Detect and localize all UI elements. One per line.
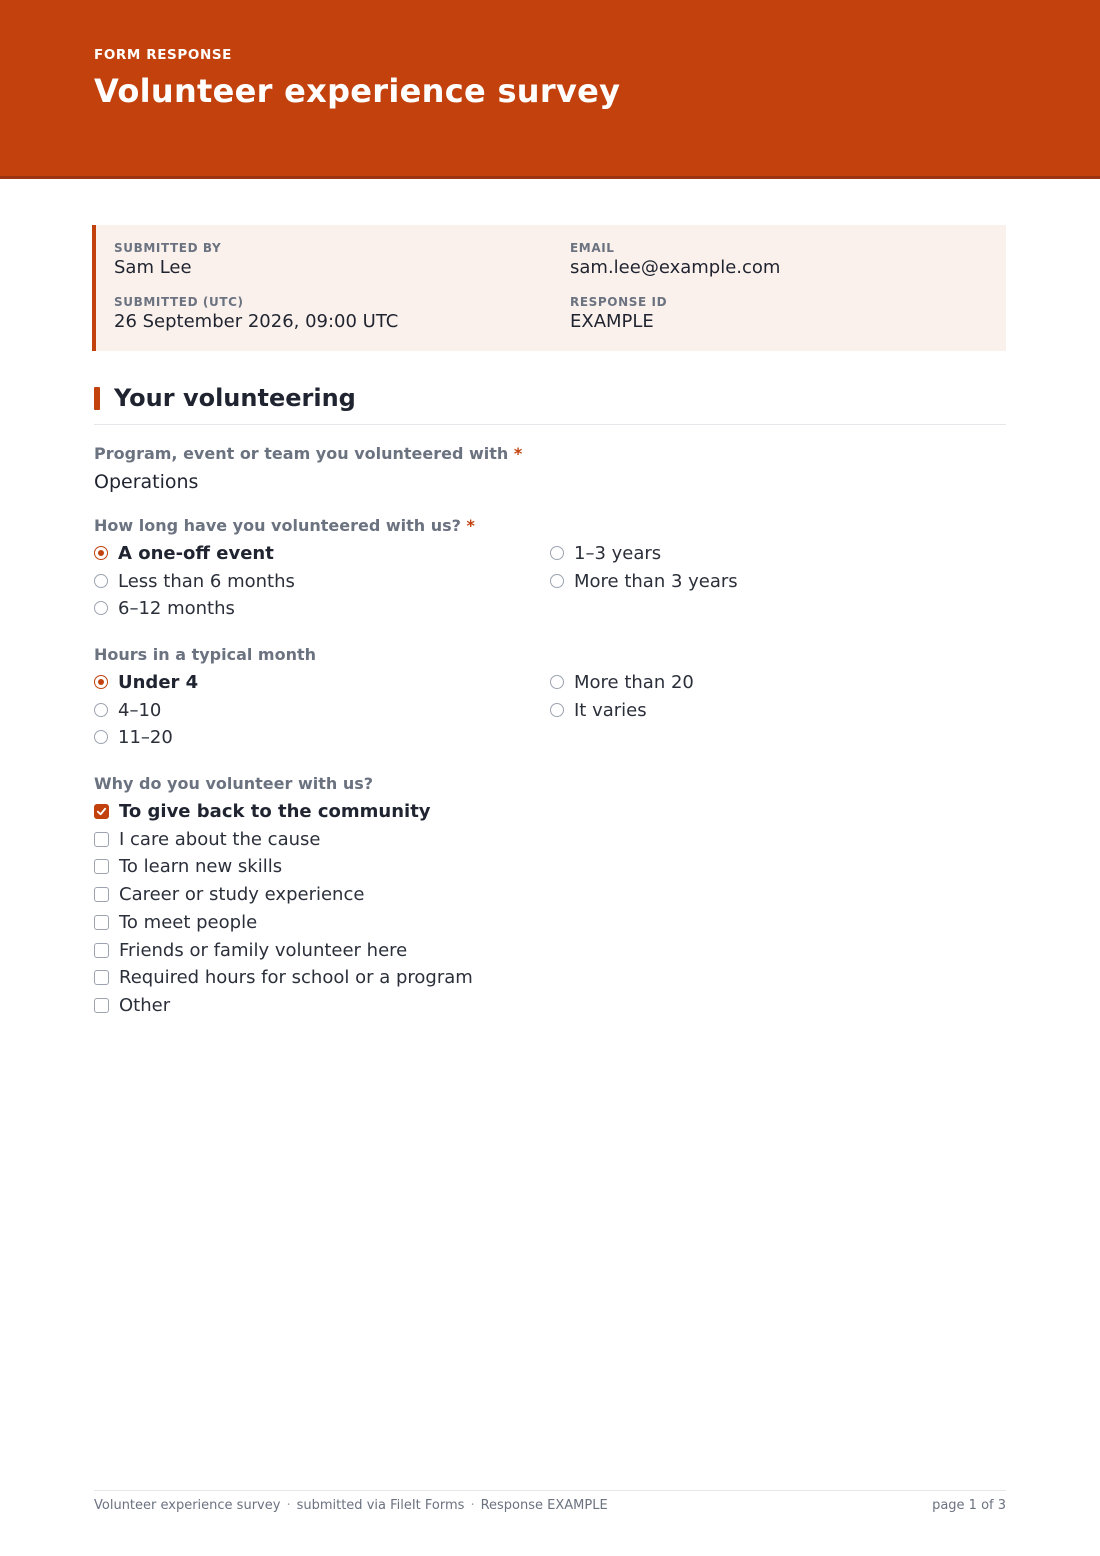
- checkbox-option[interactable]: [94, 827, 320, 851]
- option-label: 11–20: [118, 726, 173, 748]
- radio-icon: [94, 574, 108, 588]
- question-text: How long have you volunteered with us?: [94, 516, 461, 535]
- meta-label: RESPONSE ID: [570, 295, 668, 309]
- radio-option[interactable]: [94, 569, 295, 593]
- form-header: [0, 0, 1100, 179]
- option-label: Under 4: [118, 671, 199, 693]
- checkbox-option[interactable]: [94, 938, 407, 962]
- option-label: I care about the cause: [119, 828, 321, 850]
- question-text: Why do you volunteer with us?: [94, 774, 374, 793]
- radio-option[interactable]: [94, 698, 161, 722]
- checkbox-option[interactable]: [94, 882, 364, 906]
- option-label: Other: [119, 994, 171, 1016]
- radio-option[interactable]: [550, 670, 694, 694]
- option-label: More than 3 years: [574, 570, 738, 592]
- checkbox-option[interactable]: [94, 965, 473, 989]
- radio-option[interactable]: [94, 596, 235, 620]
- footer-via: submitted via FileIt Forms: [296, 1498, 465, 1513]
- option-label: Required hours for school or a program: [119, 966, 473, 988]
- radio-option[interactable]: [94, 541, 274, 565]
- option-label: To meet people: [119, 911, 258, 933]
- checkbox-option[interactable]: [94, 854, 282, 878]
- checkbox-icon: [94, 970, 109, 985]
- meta-value: 26 September 2026, 09:00 UTC: [114, 311, 399, 332]
- question-label-reasons: [94, 774, 373, 793]
- footer-info: [94, 1498, 608, 1513]
- section-title: Your volunteering: [114, 384, 356, 412]
- radio-icon: [94, 730, 108, 744]
- footer-form-name: Volunteer experience survey: [94, 1498, 281, 1513]
- footer-divider: [94, 1490, 1006, 1491]
- option-label: Career or study experience: [119, 883, 365, 905]
- required-mark: *: [466, 516, 475, 535]
- radio-icon: [550, 703, 564, 717]
- meta-response-id: [570, 295, 667, 332]
- required-mark: *: [513, 444, 523, 463]
- option-label: To give back to the community: [119, 800, 431, 822]
- meta-submitted-utc: [114, 295, 398, 332]
- meta-email: [570, 241, 780, 278]
- question-label-duration: [94, 516, 475, 535]
- checkbox-icon: [94, 832, 109, 847]
- section-accent-bar: [94, 387, 100, 410]
- checkbox-option[interactable]: [94, 910, 257, 934]
- page-number: page 1 of 3: [932, 1498, 1006, 1513]
- radio-option[interactable]: [94, 670, 198, 694]
- footer-separator: ·: [286, 1498, 291, 1513]
- option-label: To learn new skills: [119, 855, 283, 877]
- radio-icon: [550, 675, 564, 689]
- option-label: It varies: [574, 699, 647, 721]
- meta-submitted-by: [114, 241, 221, 278]
- option-label: 6–12 months: [118, 597, 235, 619]
- checkbox-icon: [94, 859, 109, 874]
- option-label: More than 20: [574, 671, 694, 693]
- radio-option[interactable]: [550, 541, 661, 565]
- option-label: 4–10: [118, 699, 162, 721]
- meta-label: EMAIL: [570, 241, 615, 255]
- checkbox-icon: [94, 887, 109, 902]
- checkbox-checked-icon: [94, 804, 109, 819]
- radio-icon: [550, 546, 564, 560]
- option-label: A one-off event: [118, 542, 274, 564]
- option-label: Less than 6 months: [118, 570, 295, 592]
- meta-label: SUBMITTED BY: [114, 241, 222, 255]
- option-label: Friends or family volunteer here: [119, 939, 408, 961]
- meta-label: SUBMITTED (UTC): [114, 295, 244, 309]
- meta-value: Sam Lee: [114, 257, 192, 278]
- checkbox-option[interactable]: [94, 799, 431, 823]
- meta-value: EXAMPLE: [570, 311, 654, 332]
- checkbox-icon: [94, 915, 109, 930]
- radio-icon: [94, 601, 108, 615]
- radio-option[interactable]: [94, 725, 173, 749]
- checkbox-icon: [94, 943, 109, 958]
- question-text: Hours in a typical month: [94, 645, 317, 664]
- question-text: Program, event or team you volunteered with: [94, 444, 509, 463]
- submission-meta-panel: [92, 225, 1006, 351]
- checkbox-icon: [94, 998, 109, 1013]
- checkbox-option[interactable]: [94, 993, 170, 1017]
- form-title: Volunteer experience survey: [94, 72, 621, 110]
- radio-selected-icon: [94, 675, 108, 689]
- option-label: 1–3 years: [574, 542, 662, 564]
- answer-program: Operations: [94, 471, 199, 493]
- footer-response: Response EXAMPLE: [480, 1498, 608, 1513]
- radio-icon: [550, 574, 564, 588]
- radio-selected-icon: [94, 546, 108, 560]
- header-eyebrow: FORM RESPONSE: [94, 47, 232, 63]
- section-heading: [94, 384, 1006, 425]
- question-label-program: [94, 444, 522, 463]
- question-label-hours: [94, 645, 316, 664]
- radio-option[interactable]: [550, 698, 647, 722]
- radio-option[interactable]: [550, 569, 738, 593]
- footer-separator: ·: [470, 1498, 475, 1513]
- meta-value: sam.lee@example.com: [570, 257, 781, 278]
- radio-icon: [94, 703, 108, 717]
